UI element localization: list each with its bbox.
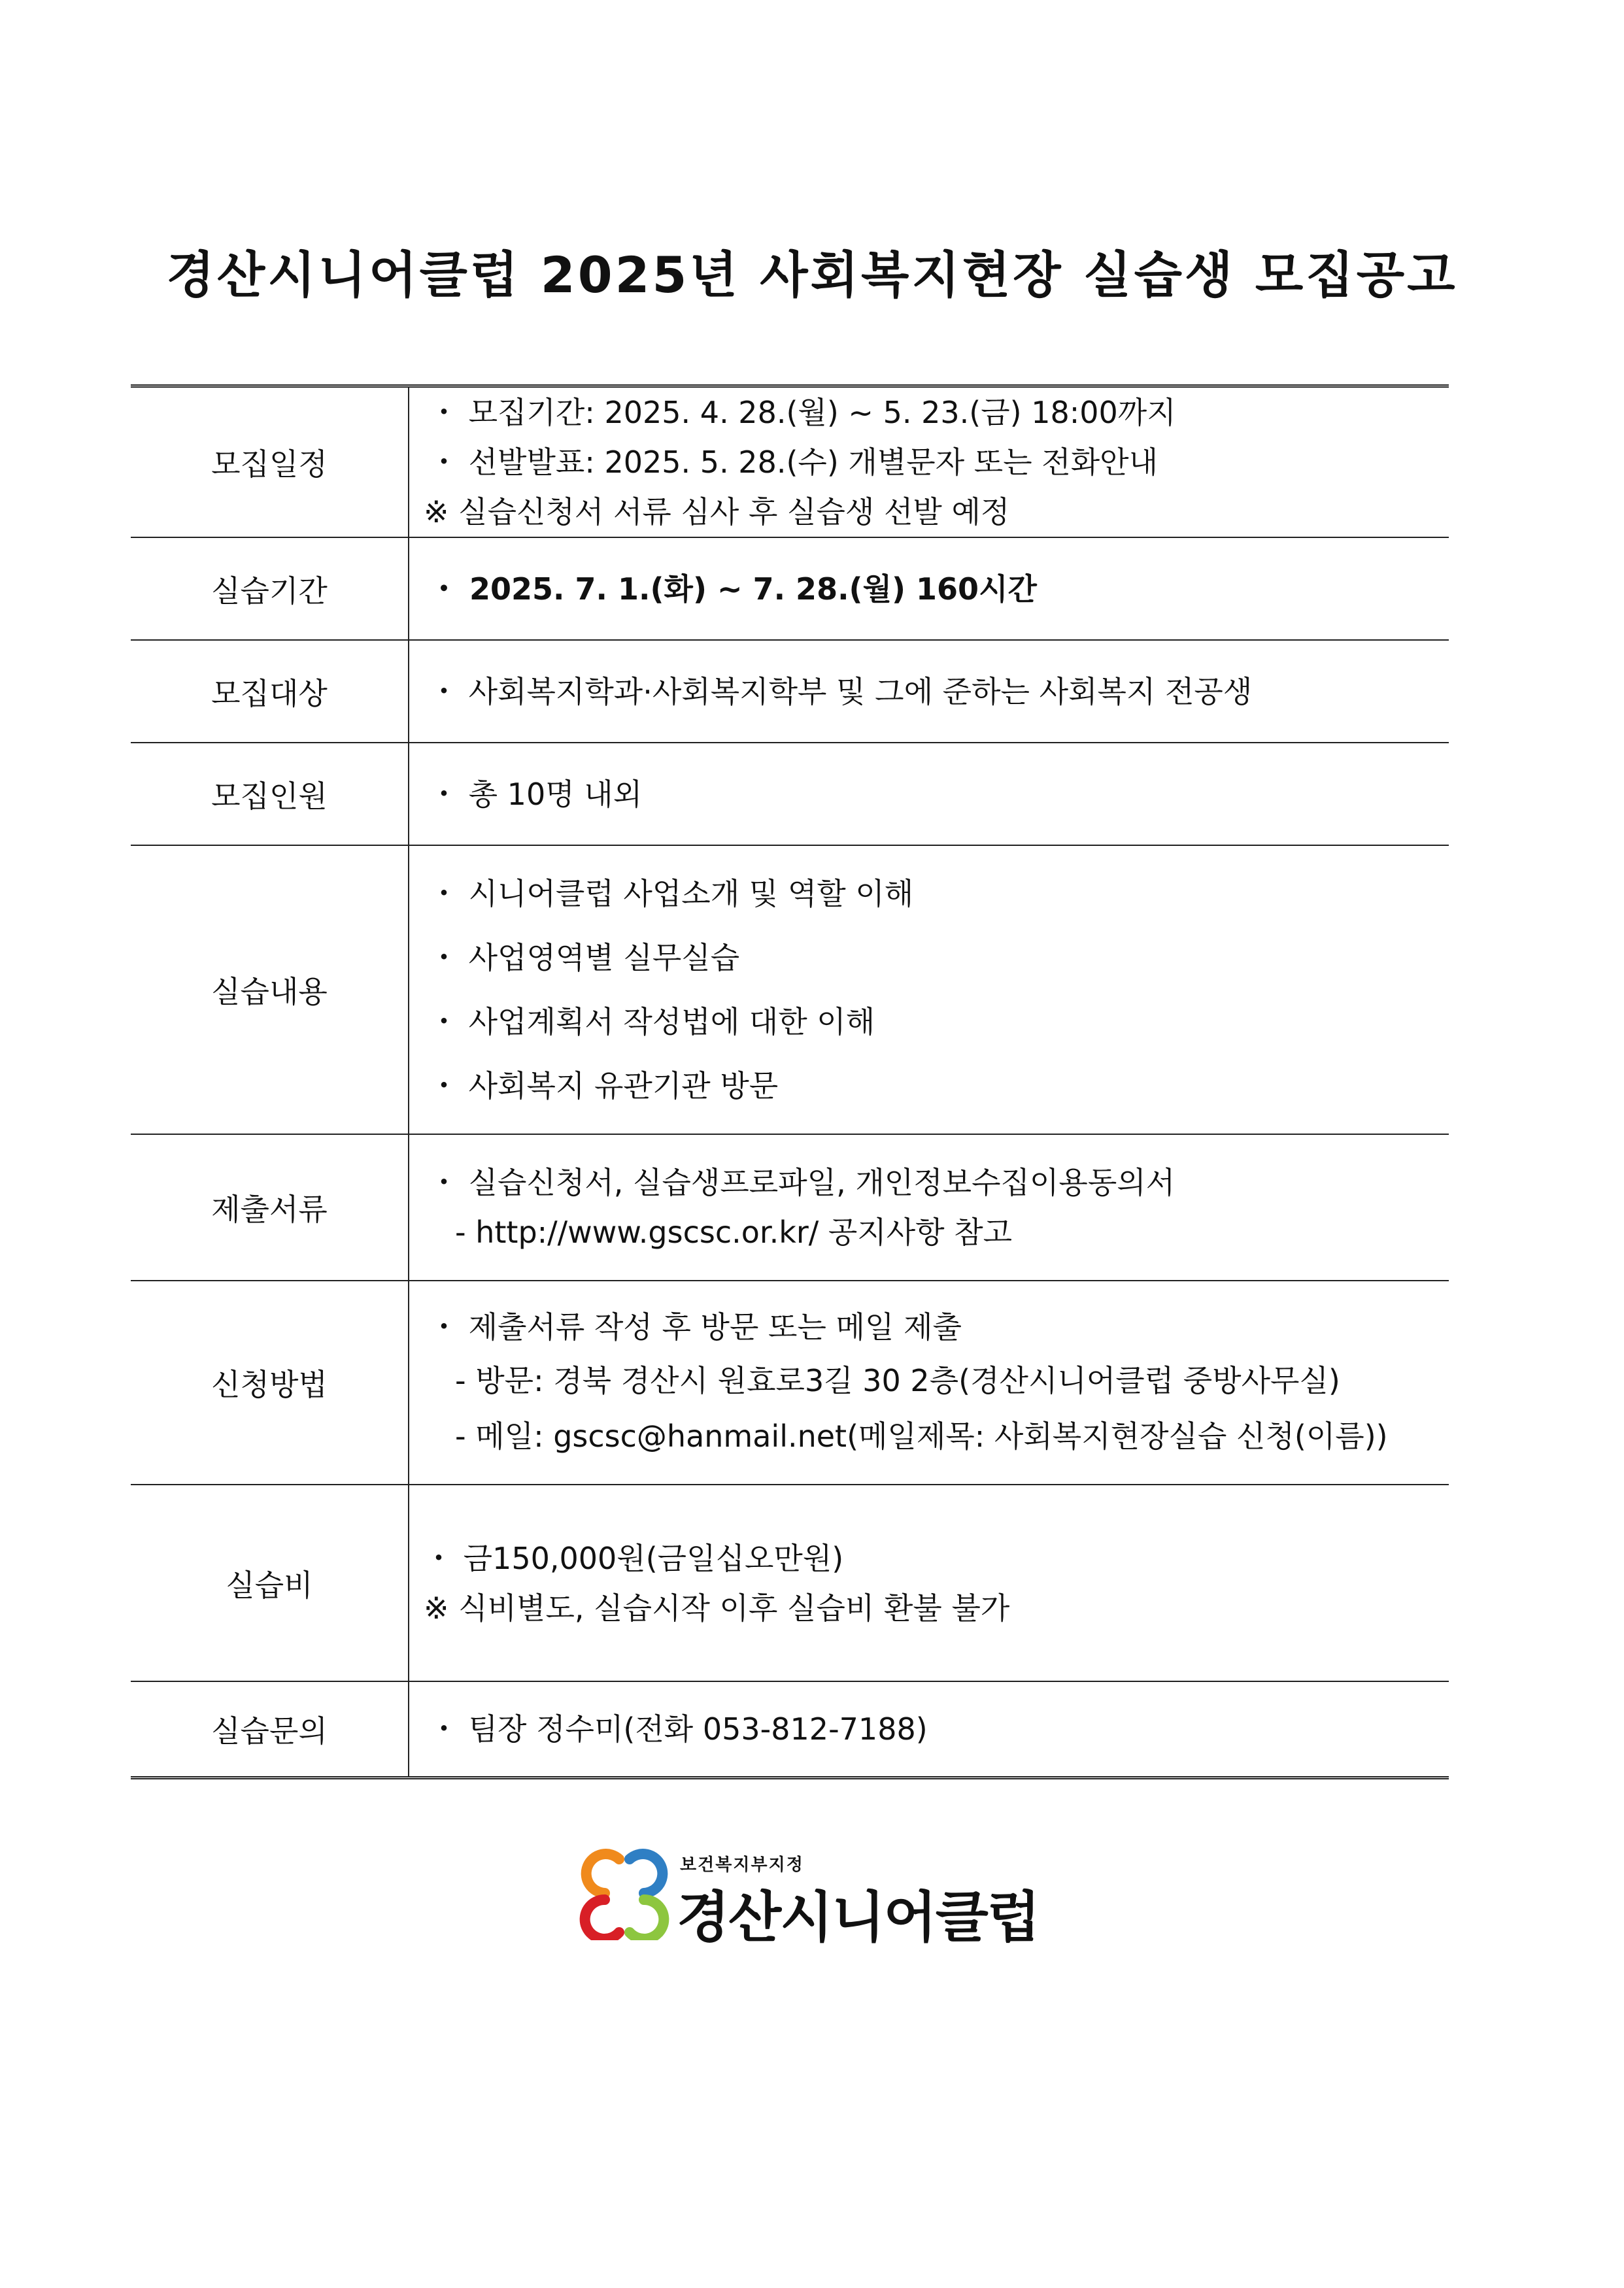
table-row: [131, 743, 1449, 845]
row-label: 실습문의: [131, 1681, 409, 1777]
content-line: ・ 팀장 정수미(전화 053-812-7188): [429, 1711, 928, 1747]
table-row: [131, 640, 1449, 743]
table-row: [131, 537, 1449, 640]
content-line: ・ 사회복지학과·사회복지학부 및 그에 준하는 사회복지 전공생: [429, 673, 1253, 709]
row-content: [409, 537, 1449, 640]
row-content: [409, 743, 1449, 845]
row-label: 모집인원: [131, 743, 409, 845]
row-label: 실습기간: [131, 537, 409, 640]
row-label: 모집대상: [131, 640, 409, 743]
row-content: [409, 640, 1449, 743]
logo-name: 경산시니어클럽: [677, 1885, 1040, 1949]
content-line: ・ 선발발표: 2025. 5. 28.(수) 개별문자 또는 전화안내: [429, 445, 1159, 480]
logo-orange-arc: [586, 1854, 619, 1893]
logo-green-arc: [630, 1900, 664, 1939]
table-row: [131, 1134, 1449, 1281]
content-line: ・ 금150,000원(금일십오만원): [424, 1540, 844, 1576]
table-row: [131, 1681, 1449, 1777]
content-subline: - http://www.gscsc.or.kr/ 공지사항 참고: [455, 1215, 1013, 1250]
content-line: ・ 시니어클럽 사업소개 및 역할 이해: [429, 876, 914, 911]
organization-logo: [579, 1842, 1049, 1947]
row-label: 제출서류: [131, 1134, 409, 1281]
logo-subtitle: 보건복지부지정: [680, 1855, 804, 1875]
content-subline: - 방문: 경북 경산시 원효로3길 30 2층(경산시니어클럽 중방사무실): [455, 1363, 1340, 1398]
content-line: ・ 모집기간: 2025. 4. 28.(월) ~ 5. 23.(금) 18:00까지: [429, 395, 1176, 430]
content-note: ※ 식비별도, 실습시작 이후 실습비 환불 불가: [424, 1590, 1010, 1626]
content-line: ・ 총 10명 내외: [429, 776, 643, 812]
content-note: ※ 실습신청서 서류 심사 후 실습생 선발 예정: [424, 494, 1010, 530]
row-label: 실습비: [131, 1485, 409, 1681]
row-content: [409, 386, 1449, 538]
logo-blue-arc: [630, 1854, 662, 1893]
row-content: [409, 1281, 1449, 1485]
content-line: ・ 사업계획서 작성법에 대한 이해: [429, 1004, 875, 1039]
row-label: 신청방법: [131, 1281, 409, 1485]
table-row: [131, 1485, 1449, 1681]
content-line: ・ 2025. 7. 1.(화) ~ 7. 28.(월) 160시간: [429, 571, 1037, 607]
table-row: [131, 845, 1449, 1134]
page-title: 경산시니어클럽 2025년 사회복지현장 실습생 모집공고: [166, 246, 1458, 304]
content-line: ・ 사회복지 유관기관 방문: [429, 1068, 779, 1103]
row-content: [409, 1485, 1449, 1681]
row-content: [409, 1134, 1449, 1281]
table-row: [131, 386, 1449, 538]
row-content: [409, 845, 1449, 1134]
table-row: [131, 1281, 1449, 1485]
row-label: 모집일정: [131, 386, 409, 538]
content-subline: - 메일: gscsc@hanmail.net(메일제목: 사회복지현장실습 신청(이름)): [455, 1419, 1388, 1454]
content-line: ・ 실습신청서, 실습생프로파일, 개인정보수집이용동의서: [429, 1165, 1176, 1200]
content-line: ・ 제출서류 작성 후 방문 또는 메일 제출: [429, 1309, 962, 1345]
row-label: 실습내용: [131, 845, 409, 1134]
content-line: ・ 사업영역별 실무실습: [429, 940, 740, 975]
logo-mark-icon: [579, 1849, 670, 1940]
row-content: [409, 1681, 1449, 1777]
logo-red-arc: [585, 1900, 619, 1939]
notice-table: [131, 384, 1449, 1779]
